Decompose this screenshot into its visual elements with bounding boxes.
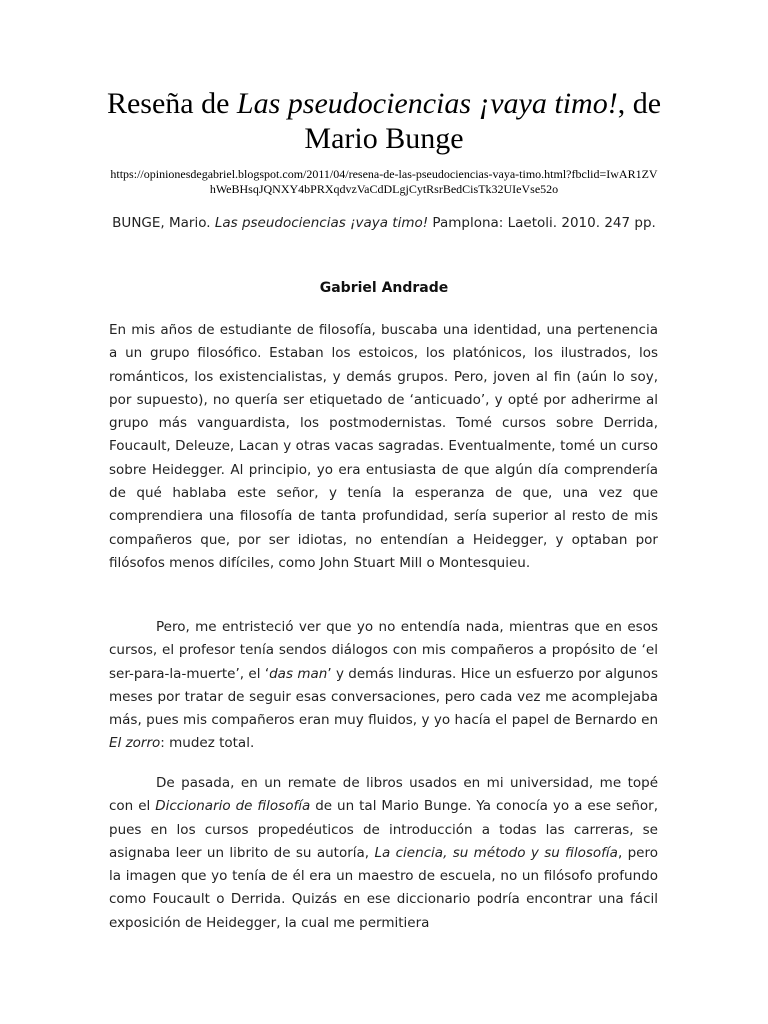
paragraph-2-italic-el-zorro: El zorro	[109, 735, 161, 752]
title-suffix: , de Mario Bunge	[304, 87, 662, 155]
paragraph-3-text-c: de un tal Mario Bunge. Ya conocía yo a ese señor, pues en los cursos propedéuticos de introducción a todas las carreras, se asignaba leer un librito de su autoría,	[109, 798, 658, 861]
paragraph-2	[109, 616, 658, 756]
citation-suffix: Pamplona: Laetoli. 2010. 247 pp.	[428, 215, 656, 231]
citation-prefix: BUNGE, Mario.	[112, 215, 215, 231]
paragraph-1: En mis años de estudiante de filosofía, buscaba una identidad, una pertenencia a un grupo filosófico. Estaban los estoicos, los platónicos, los ilustrados, los románticos, los existencialistas, y demás grupos. Pero, joven al fin (aún lo soy, por supuesto), no quería ser etiquetado de ‘anticuado’, y opté por adherirme al grupo más vanguardista, los postmodernistas. Tomé cursos sobre Derrida, Foucault, Deleuze, Lacan y otras vacas sagradas. Eventualmente, tomé un curso sobre Heidegger. Al principio, yo era entusiasta de que algún día comprendería de qué hablaba este señor, y tenía la esperanza de que, una vez que comprendiera una filosofía de tanta profundidad, sería superior al resto de mis compañeros que, por ser idiotas, no entendían a Heidegger, y optaban por filósofos menos difíciles, como John Stuart Mill o Montesquieu.	[109, 322, 658, 571]
paragraph-2-text-e: : mudez total.	[160, 735, 255, 752]
source-url: https://opinionesdegabriel.blogspot.com/2011/04/resena-de-las-pseudociencias-vaya-timo.html?fbclid=IwAR1ZVhWeBHsqJQNXY4bPRXqdvzVaCdDLgjCytRsrBedCisTk32UIeVse52o	[110, 167, 658, 196]
citation-book: Las pseudociencias ¡vaya timo!	[214, 215, 429, 231]
title-book: Las pseudociencias ¡vaya timo!	[236, 87, 618, 120]
paragraph-3-italic-diccionario: Diccionario de filosofía	[155, 798, 311, 815]
document-title	[100, 86, 668, 156]
paragraph-2-text-c: ’ y demás linduras. Hice un esfuerzo por algunos meses por tratar de seguir esas conversaciones, pero cada vez me acomplejaba más, pues mis compañeros eran muy fluidos, y yo hacía el papel de Bernardo en	[109, 665, 658, 729]
paragraph-2-text-a: Pero, me entristeció ver que yo no entendía nada, mientras que en esos cursos, el profesor tenía sendos diálogos con mis compañeros a propósito de ‘el ser-para-la-muerte’, el ‘	[109, 619, 658, 682]
paragraph-3-italic-la-ciencia: La ciencia, su método y su filosofía	[374, 844, 618, 861]
paragraph-2-italic-das-man: das man	[269, 665, 328, 682]
paragraph-3	[109, 772, 658, 935]
author-name: Gabriel Andrade	[319, 280, 449, 296]
title-prefix: Reseña de	[106, 87, 237, 120]
paragraph-3-text-a: De pasada, en un remate de libros usados en mi universidad, me topé con el	[109, 775, 658, 815]
bibliographic-citation	[104, 212, 664, 235]
paragraph-3-text-e: , pero la imagen que yo tenía de él era un maestro de escuela, no un filósofo profundo como Foucault o Derrida. Quizás en ese diccionario podría encontrar una fácil exposición de Heidegger, la cual me permitiera	[109, 844, 659, 931]
